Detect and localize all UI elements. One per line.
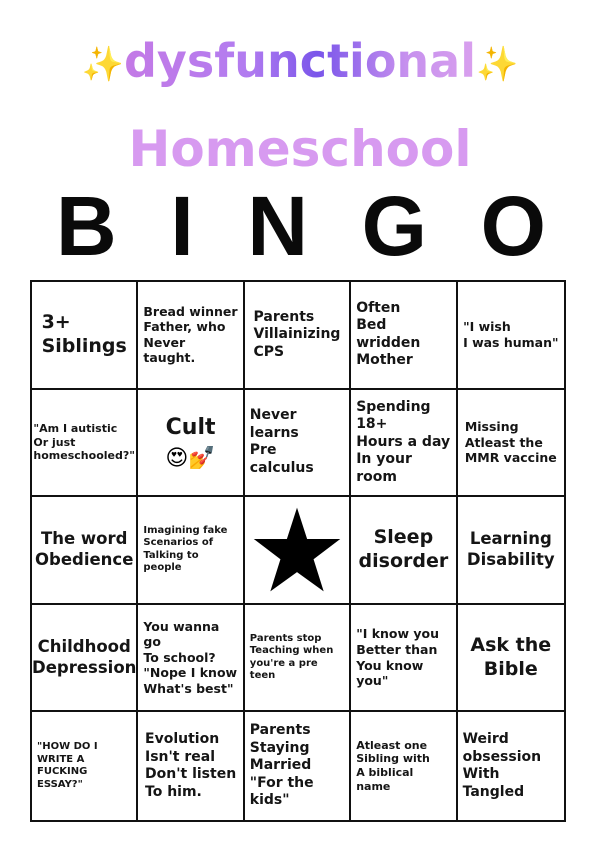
bingo-cell-r3c1[interactable] (32, 497, 138, 605)
cell-text: Childhood Depression (32, 636, 137, 677)
bingo-cell-r1c2[interactable] (138, 282, 244, 390)
cell-text: Spending 18+ Hours a day In your room (356, 398, 451, 485)
cell-text: "I wish I was human" (463, 319, 559, 350)
sparkle-right-icon: ✨ (476, 44, 519, 85)
bingo-cell-r3c4[interactable] (351, 497, 457, 605)
bingo-cell-r4c2[interactable] (138, 605, 244, 713)
bingo-cell-r2c1[interactable] (32, 390, 138, 498)
star-icon (251, 504, 343, 596)
cell-text: Ask the Bible (470, 633, 552, 680)
cell-text: "Am I autistic Or just homeschooled?" (33, 421, 135, 463)
cell-text: 3+ Siblings (41, 311, 127, 357)
cell-text: Atleast one Sibling with A biblical name (356, 738, 430, 793)
title-line-2: Homeschool (128, 120, 472, 178)
cell-text: The word Obedience (35, 529, 134, 569)
bingo-cell-r4c4[interactable] (351, 605, 457, 713)
cell-text: Imagining fake Scenarios of Talking to people (143, 524, 228, 574)
bingo-cell-r2c2[interactable] (138, 390, 244, 498)
cell-text: Parents stop Teaching when you're a pre teen (249, 632, 334, 682)
bingo-letter-o: O (480, 179, 546, 273)
cell-text: Cult (165, 415, 216, 441)
bingo-cell-r5c2[interactable] (138, 712, 244, 820)
bingo-cell-r3c5[interactable] (458, 497, 564, 605)
cell-text: "I know you Better than You know you" (356, 626, 440, 689)
bingo-cell-r1c1[interactable] (32, 282, 138, 390)
bingo-header (56, 179, 546, 273)
cell-text: "HOW DO I WRITE A FUCKING ESSAY?" (37, 741, 98, 790)
cell-text: Parents Staying Married "For the kids" (249, 722, 314, 809)
bingo-cell-free[interactable] (245, 497, 351, 605)
cell-text: Parents Villainizing CPS (253, 308, 341, 360)
bingo-cell-r3c2[interactable] (138, 497, 244, 605)
bingo-cell-r4c5[interactable] (458, 605, 564, 713)
title-line-1 (0, 28, 600, 98)
cell-text: Sleep disorder (358, 526, 449, 572)
bingo-grid (30, 280, 566, 822)
cell-text: You wanna go To school? "Nope I know What's best" (143, 618, 238, 697)
bingo-cell-r1c3[interactable] (245, 282, 351, 390)
cell-text: Often Bed wridden Mother (356, 299, 421, 369)
bingo-cell-r5c1[interactable] (32, 712, 138, 820)
bingo-cell-r1c5[interactable] (458, 282, 564, 390)
cult-content (165, 414, 215, 471)
bingo-cell-r4c1[interactable] (32, 605, 138, 713)
bingo-letter-n: N (247, 179, 308, 273)
bingo-cell-r2c5[interactable] (458, 390, 564, 498)
bingo-cell-r2c3[interactable] (245, 390, 351, 498)
title-word-dysfunctional: dysfunctional (124, 34, 476, 88)
heart-eyes-nail-polish-icon: 😍💅 (165, 445, 216, 471)
sparkle-left-icon: ✨ (81, 44, 124, 85)
cell-text: Missing Atleast the MMR vaccine (464, 418, 557, 466)
bingo-cell-r4c3[interactable] (245, 605, 351, 713)
cell-text: Evolution Isn't real Don't listen To him. (145, 731, 237, 800)
cell-text: Bread winner Father, who Never taught. (143, 303, 238, 366)
cell-text: Never learns Pre calculus (249, 407, 314, 476)
bingo-letter-g: G (361, 179, 427, 273)
bingo-cell-r5c4[interactable] (351, 712, 457, 820)
bingo-cell-r2c4[interactable] (351, 390, 457, 498)
bingo-letter-b: B (56, 179, 117, 273)
bingo-cell-r5c5[interactable] (458, 712, 564, 820)
bingo-cell-r1c4[interactable] (351, 282, 457, 390)
bingo-cell-r5c3[interactable] (245, 712, 351, 820)
bingo-letter-i: I (170, 179, 194, 273)
cell-text: Weird obsession With Tangled (462, 731, 542, 800)
cell-text: Learning Disability (466, 529, 555, 569)
